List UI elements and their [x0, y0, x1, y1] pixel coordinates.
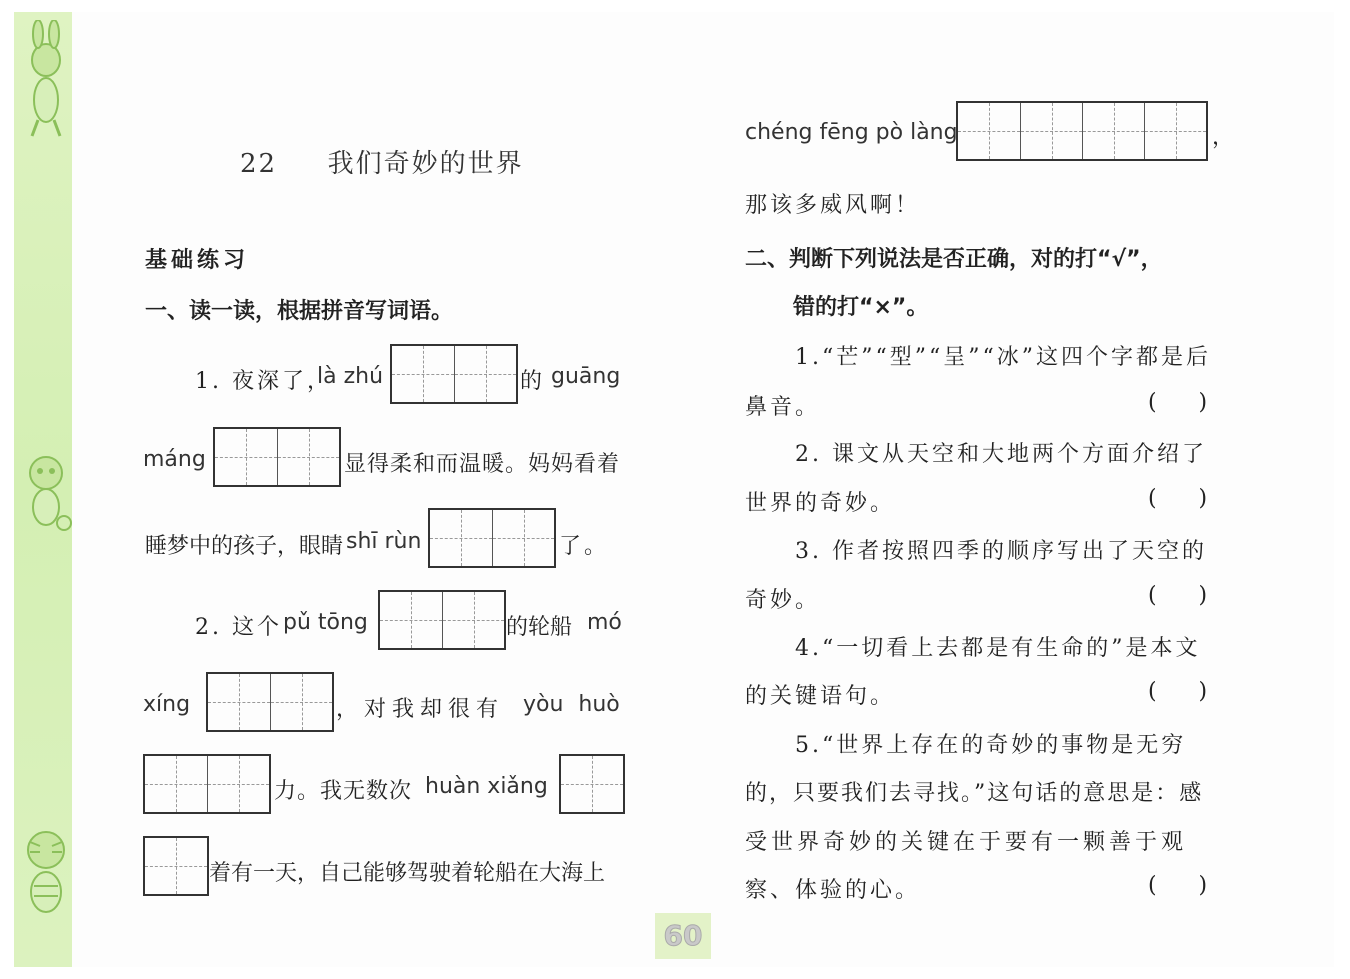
grid-cell[interactable] — [145, 756, 207, 812]
grid-cell[interactable] — [454, 346, 516, 402]
q2-text-d: 力。我无数次 — [274, 779, 413, 804]
lesson-title — [240, 143, 524, 180]
grid-cell[interactable] — [208, 674, 270, 730]
q1-text-d: 睡梦中的孩子，眼睛 — [145, 534, 344, 559]
grid-cell[interactable] — [207, 756, 269, 812]
q2-text-b: 的轮船 — [506, 615, 573, 640]
q1-text-a: 1. 夜深了， — [195, 369, 332, 394]
judge-item-3-answer[interactable]: ( ) — [1148, 583, 1208, 608]
q2-text-f: ， — [1212, 125, 1238, 150]
judge-item-5-line4: 察、体验的心。 — [745, 878, 921, 903]
q1-pinyin-lazhu: là zhú — [317, 364, 384, 389]
judge-item-5-line3: 受世界奇妙的关键在于要有一颗善于观 — [745, 830, 1188, 855]
rabbit-illustration — [16, 20, 74, 140]
grid-cell[interactable] — [1082, 103, 1144, 159]
answer-grid-huanxiang-part1[interactable] — [559, 754, 625, 814]
q2-text-a: 2. 这个 — [195, 615, 282, 640]
q2-pinyin-putong: pǔ tōng — [283, 610, 368, 635]
answer-grid-moxing[interactable] — [206, 672, 334, 732]
q1-text-b: 的 — [520, 369, 546, 394]
answer-grid-chengfengpolang[interactable] — [956, 101, 1208, 161]
answer-grid-youhuo[interactable] — [143, 754, 271, 814]
grid-cell[interactable] — [380, 592, 442, 648]
lesson-number: 22 — [240, 149, 278, 179]
part1-heading: 一、读一读，根据拼音写词语。 — [145, 299, 454, 324]
section-label: 基础练习 — [145, 248, 250, 273]
grid-cell[interactable] — [145, 838, 207, 894]
judge-item-1-answer[interactable]: ( ) — [1148, 390, 1208, 415]
answer-grid-shirun[interactable] — [428, 508, 556, 568]
judge-item-4-line1: 4.“一切看上去都是有生命的”是本文 — [795, 636, 1201, 661]
grid-cell[interactable] — [1144, 103, 1206, 159]
part2-heading-line1: 二、判断下列说法是否正确，对的打“√”， — [745, 247, 1163, 272]
grid-cell[interactable] — [492, 510, 554, 566]
tiger-illustration — [16, 820, 74, 920]
judge-item-5-answer[interactable]: ( ) — [1148, 873, 1208, 898]
page-number: 60 — [655, 913, 711, 959]
q1-pinyin-shirun: shī rùn — [346, 529, 422, 554]
q2-pinyin-youhuo: yòu huò — [523, 692, 620, 717]
q2-pinyin-huanxiang: huàn xiǎng — [425, 774, 548, 799]
grid-cell[interactable] — [430, 510, 492, 566]
q2-text-c: ，对我却很有 — [336, 697, 505, 722]
judge-item-1-line2: 鼻音。 — [745, 395, 821, 420]
monkey-illustration — [16, 445, 74, 535]
answer-grid-guangmang[interactable] — [213, 427, 341, 487]
grid-cell[interactable] — [215, 429, 277, 485]
q1-pinyin-mang: máng — [143, 447, 206, 472]
judge-item-5-line1: 5.“世界上存在的奇妙的事物是无穷 — [795, 733, 1187, 758]
grid-cell[interactable] — [392, 346, 454, 402]
judge-item-4-line2: 的关键语句。 — [745, 684, 896, 709]
q1-text-e: 了。 — [559, 534, 610, 559]
judge-item-3-line2: 奇妙。 — [745, 588, 821, 613]
judge-item-5-line2: 的，只要我们去寻找。”这句话的意思是：感 — [745, 781, 1204, 806]
q2-pinyin-xing: xíng — [143, 692, 191, 717]
judge-item-4-answer[interactable]: ( ) — [1148, 679, 1208, 704]
judge-item-2-line2: 世界的奇妙。 — [745, 491, 896, 516]
grid-cell[interactable] — [442, 592, 504, 648]
grid-cell[interactable] — [958, 103, 1020, 159]
grid-cell[interactable] — [1020, 103, 1082, 159]
judge-item-2-answer[interactable]: ( ) — [1148, 486, 1208, 511]
answer-grid-putong[interactable] — [378, 590, 506, 650]
q1-text-c: 显得柔和而温暖。妈妈看着 — [344, 452, 621, 477]
judge-item-3-line1: 3. 作者按照四季的顺序写出了天空的 — [795, 539, 1207, 564]
judge-item-2-line1: 2. 课文从天空和大地两个方面介绍了 — [795, 442, 1207, 467]
q1-pinyin-guang: guāng — [551, 364, 621, 389]
grid-cell[interactable] — [270, 674, 332, 730]
judge-item-1-line1: 1.“芒”“型”“呈”“冰”这四个字都是后 — [795, 345, 1211, 370]
q2-text-e: 着有一天，自己能够驾驶着轮船在大海上 — [209, 861, 606, 886]
q2-text-g: 那该多威风啊！ — [745, 193, 921, 218]
q2-pinyin-mo: mó — [587, 610, 622, 635]
grid-cell[interactable] — [561, 756, 623, 812]
grid-cell[interactable] — [277, 429, 339, 485]
q2-pinyin-chengfengpolang: chéng fēng pò làng — [745, 120, 958, 145]
part2-heading-line2: 错的打“×”。 — [793, 295, 929, 320]
answer-grid-huanxiang-part2[interactable] — [143, 836, 209, 896]
answer-grid-lazhu[interactable] — [390, 344, 518, 404]
lesson-title-text: 我们奇妙的世界 — [327, 149, 524, 179]
